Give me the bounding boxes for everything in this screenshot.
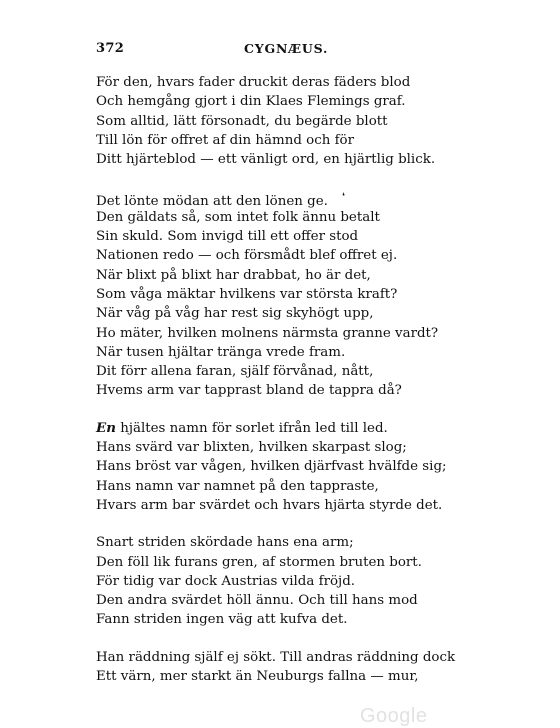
verse-line: Hans namn var namnet på den tappraste, [96, 478, 379, 494]
verse-line-text: Det lönte mödan att den lönen ge. [96, 194, 328, 210]
verse-line: Den andra svärdet höll ännu. Och till hans mod [96, 593, 418, 609]
stanza-break [96, 169, 496, 188]
verse-line: Ett värn, mer starkt än Neuburgs fallna — mur, [96, 669, 419, 685]
verse-line: Fann striden ingen väg att kufva det. [96, 612, 348, 628]
verse-line: Hans bröst var vågen, hvilken djärfvast hvälfde sig; [96, 459, 447, 475]
stanza-break [96, 630, 496, 648]
verse-line: Snart striden skördade hans ena arm; [96, 535, 354, 551]
verse-line: Hvars arm bar svärdet och hvars hjärta styrde det. [96, 497, 443, 513]
verse-line: Den gäldats så, som intet folk ännu betalt [96, 209, 380, 225]
verse-line: Nationen redo — och försmådt blef offret ej. [96, 248, 398, 264]
poem-text [96, 73, 496, 686]
google-watermark: Google [360, 705, 428, 727]
verse-line: Som alltid, lätt försonadt, du begärde blott [96, 113, 388, 129]
verse-line: Hvems arm var tapprast bland de tappra då? [96, 383, 402, 399]
emphasized-word: En [96, 419, 116, 436]
stanza-2 [96, 188, 496, 400]
verse-line: Och hemgång gjort i din Klaes Flemings graf. [96, 94, 406, 110]
stanza-break [96, 515, 496, 533]
verse-line: Ho mäter, hvilken molnens närmsta granne vardt? [96, 325, 439, 341]
running-head: CYGNÆUS. [244, 41, 329, 56]
verse-line-text: hjältes namn för sorlet ifrån led till led. [115, 420, 388, 436]
page-header [96, 41, 476, 59]
verse-line: När tusen hjältar tränga vrede fram. [96, 344, 346, 360]
page-number: 372 [96, 41, 125, 56]
verse-line [96, 188, 496, 210]
verse-line: För tidig var dock Austrias vilda fröjd. [96, 573, 356, 589]
stanza-4 [96, 533, 496, 629]
verse-line [96, 419, 496, 438]
verse-line: Till lön för offret af din hämnd och för [96, 132, 355, 148]
verse-line: Den föll lik furans gren, af stormen bruten bort. [96, 554, 422, 570]
stanza-1 [96, 73, 496, 169]
verse-line: Som våga mäktar hvilkens var största kraft? [96, 286, 398, 302]
verse-line: När våg på våg har rest sig skyhögt upp, [96, 306, 374, 322]
stanza-3 [96, 419, 496, 515]
verse-line: Dit förr allena faran, själf förvånad, nått, [96, 364, 374, 380]
verse-line: Hans svärd var blixten, hvilken skarpast slog; [96, 440, 407, 456]
stanza-5 [96, 648, 496, 687]
verse-line: Han räddning själf ej sökt. Till andras räddning dock [96, 649, 456, 665]
verse-line: Ditt hjärteblod — ett vänligt ord, en hjärtlig blick. [96, 152, 436, 168]
ink-mark: ❛ [341, 192, 345, 203]
verse-line: Sin skuld. Som invigd till ett offer stod [96, 229, 359, 245]
verse-line: När blixt på blixt har drabbat, ho är det, [96, 267, 371, 283]
stanza-break [96, 401, 496, 419]
verse-line: För den, hvars fader druckit deras fäders blod [96, 75, 411, 90]
